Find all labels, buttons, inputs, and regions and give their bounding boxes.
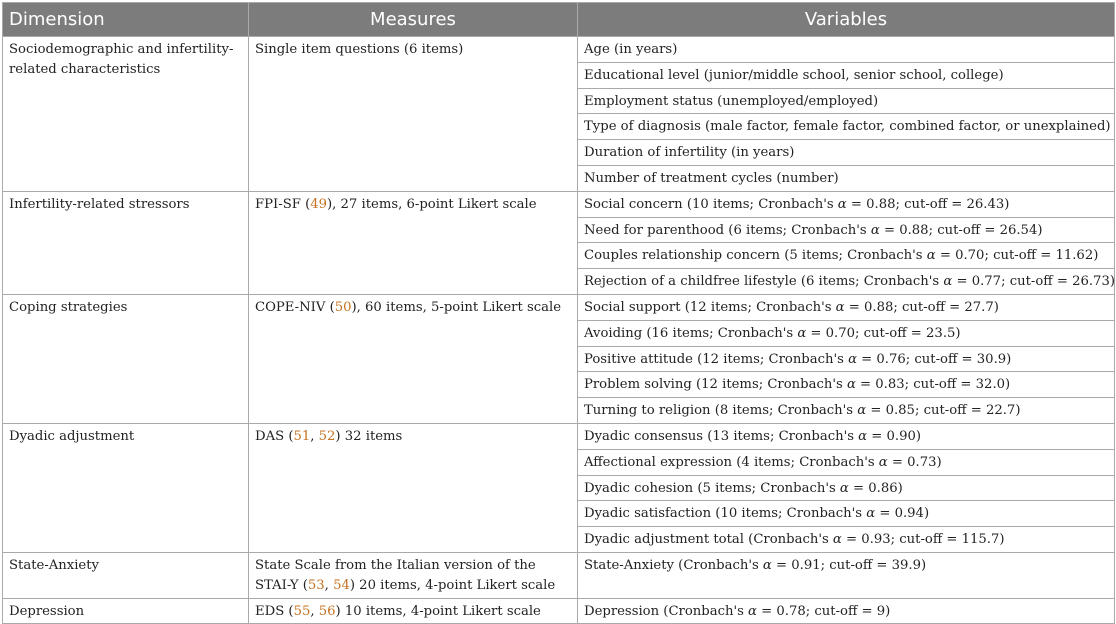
variable-text: Dyadic consensus (13 items; Cronbach's xyxy=(584,428,859,444)
table-row xyxy=(3,598,1115,624)
variable-text: = 0.91; cut-off = 39.9) xyxy=(771,557,927,573)
variable-text: = 0.94) xyxy=(875,506,930,522)
reference-link[interactable]: 50 xyxy=(334,299,352,315)
reference-link[interactable]: 54 xyxy=(333,577,350,593)
variable-cell xyxy=(578,423,1115,449)
variable-text: = 0.88; cut-off = 26.54) xyxy=(879,222,1043,238)
variable-text: = 0.90) xyxy=(867,428,922,444)
variable-text: = 0.70; cut-off = 23.5) xyxy=(806,325,961,341)
alpha-symbol: α xyxy=(797,325,807,341)
measure-cell xyxy=(249,423,578,552)
dimension-cell: State-Anxiety xyxy=(3,552,249,598)
dimension-cell: Infertility-related stressors xyxy=(3,191,249,294)
measure-text: , xyxy=(324,577,334,593)
measure-text: COPE-NIV ( xyxy=(255,299,335,315)
variable-text: Affectional expression (4 items; Cronbach's xyxy=(584,454,879,470)
table-row xyxy=(3,191,1115,217)
variable-text: = 0.70; cut-off = 11.62) xyxy=(935,248,1099,264)
variable-text: Need for parenthood (6 items; Cronbach's xyxy=(584,222,871,238)
measure-cell xyxy=(249,294,578,423)
measure-text: , xyxy=(310,603,319,619)
variable-cell xyxy=(578,552,1115,598)
alpha-symbol: α xyxy=(848,351,857,367)
measure-cell: Single item questions (6 items) xyxy=(249,37,578,192)
variable-cell: Age (in years) xyxy=(578,37,1115,63)
reference-link[interactable]: 49 xyxy=(310,196,327,212)
variable-text: Dyadic cohesion (5 items; Cronbach's xyxy=(584,480,840,496)
variable-text: Dyadic adjustment total (Cronbach's xyxy=(584,532,833,548)
alpha-symbol: α xyxy=(837,196,847,212)
measure-text: , xyxy=(310,428,319,444)
variable-cell xyxy=(578,320,1115,346)
variable-text: Rejection of a childfree lifestyle (6 items; Cronbach's xyxy=(584,274,944,290)
header-variables: Variables xyxy=(578,3,1115,37)
dimension-cell: Sociodemographic and infertility-related characteristics xyxy=(3,37,249,192)
header-dimension: Dimension xyxy=(3,3,249,37)
variable-text: Problem solving (12 items; Cronbach's xyxy=(584,377,847,393)
measure-text: EDS ( xyxy=(255,603,294,619)
variable-text: Couples relationship concern (5 items; Cronbach's xyxy=(584,248,927,264)
variable-cell xyxy=(578,398,1115,424)
measure-text: ), 60 items, 5-point Likert scale xyxy=(351,299,562,315)
table-row xyxy=(3,37,1115,63)
measure-text: State Scale from the Italian version of the STAI-Y ( xyxy=(255,557,536,593)
variable-text: Depression (Cronbach's xyxy=(584,603,749,619)
measure-text: ) 20 items, 4-point Likert scale xyxy=(349,577,556,593)
alpha-symbol: α xyxy=(858,428,868,444)
alpha-symbol: α xyxy=(846,377,856,393)
variable-cell xyxy=(578,346,1115,372)
reference-link[interactable]: 56 xyxy=(318,603,336,619)
variable-text: = 0.93; cut-off = 115.7) xyxy=(841,532,1005,548)
variable-text: = 0.85; cut-off = 22.7) xyxy=(866,403,1021,419)
alpha-symbol: α xyxy=(748,603,757,619)
variable-text: = 0.88; cut-off = 26.43) xyxy=(846,196,1010,212)
variable-text: Avoiding (16 items; Cronbach's xyxy=(584,325,798,341)
variable-text: Positive attitude (12 items; Cronbach's xyxy=(584,351,849,367)
variable-cell xyxy=(578,372,1115,398)
variable-cell: Duration of infertility (in years) xyxy=(578,140,1115,166)
measure-cell xyxy=(249,598,578,624)
variable-cell xyxy=(578,475,1115,501)
alpha-symbol: α xyxy=(866,506,876,522)
alpha-symbol: α xyxy=(762,557,772,573)
measure-text: DAS ( xyxy=(255,428,294,444)
variable-text: Turning to religion (8 items; Cronbach's xyxy=(584,403,858,419)
alpha-symbol: α xyxy=(870,222,880,238)
variable-text: Dyadic satisfaction (10 items; Cronbach's xyxy=(584,506,867,522)
alpha-symbol: α xyxy=(878,454,888,470)
variable-text: = 0.88; cut-off = 27.7) xyxy=(844,299,999,315)
variable-text: = 0.73) xyxy=(887,454,942,470)
variable-cell xyxy=(578,243,1115,269)
variable-cell: Number of treatment cycles (number) xyxy=(578,165,1115,191)
variable-text: = 0.76; cut-off = 30.9) xyxy=(856,351,1012,367)
table-row xyxy=(3,552,1115,598)
alpha-symbol: α xyxy=(943,274,953,290)
variable-cell xyxy=(578,501,1115,527)
dimension-cell: Dyadic adjustment xyxy=(3,423,249,552)
alpha-symbol: α xyxy=(839,480,849,496)
variable-cell xyxy=(578,449,1115,475)
variable-text: Social support (12 items; Cronbach's xyxy=(584,299,836,315)
dimension-cell: Depression xyxy=(3,598,249,624)
dimension-cell: Coping strategies xyxy=(3,294,249,423)
variable-cell: Educational level (junior/middle school, senior school, college) xyxy=(578,62,1115,88)
measure-text: FPI-SF ( xyxy=(255,196,311,212)
variable-text: State-Anxiety (Cronbach's xyxy=(584,557,763,573)
alpha-symbol: α xyxy=(835,299,845,315)
variable-text: = 0.86) xyxy=(848,480,903,496)
measure-cell xyxy=(249,191,578,294)
table-row xyxy=(3,294,1115,320)
variable-text: = 0.83; cut-off = 32.0) xyxy=(855,377,1011,393)
header-measures: Measures xyxy=(249,3,578,37)
measure-text: ) 10 items, 4-point Likert scale xyxy=(335,603,541,619)
variable-cell xyxy=(578,217,1115,243)
table-row xyxy=(3,423,1115,449)
reference-link[interactable]: 51 xyxy=(293,428,311,444)
alpha-symbol: α xyxy=(857,403,867,419)
reference-link[interactable]: 53 xyxy=(307,577,325,593)
measure-text: ), 27 items, 6-point Likert scale xyxy=(327,196,537,212)
reference-link[interactable]: 52 xyxy=(318,428,336,444)
variable-text: = 0.78; cut-off = 9) xyxy=(756,603,891,619)
variable-cell: Type of diagnosis (male factor, female factor, combined factor, or unexplained) xyxy=(578,114,1115,140)
alpha-symbol: α xyxy=(832,532,842,548)
measures-table xyxy=(2,2,1115,624)
header-row xyxy=(3,3,1115,37)
variable-text: Social concern (10 items; Cronbach's xyxy=(584,196,838,212)
variable-cell xyxy=(578,269,1115,295)
variable-cell: Employment status (unemployed/employed) xyxy=(578,88,1115,114)
variable-cell xyxy=(578,527,1115,553)
variable-cell xyxy=(578,598,1115,624)
variable-text: = 0.77; cut-off = 26.73) xyxy=(952,274,1115,290)
variable-cell xyxy=(578,294,1115,320)
variable-cell xyxy=(578,191,1115,217)
measure-cell xyxy=(249,552,578,598)
measure-text: ) 32 items xyxy=(335,428,403,444)
alpha-symbol: α xyxy=(926,248,936,264)
reference-link[interactable]: 55 xyxy=(293,603,311,619)
